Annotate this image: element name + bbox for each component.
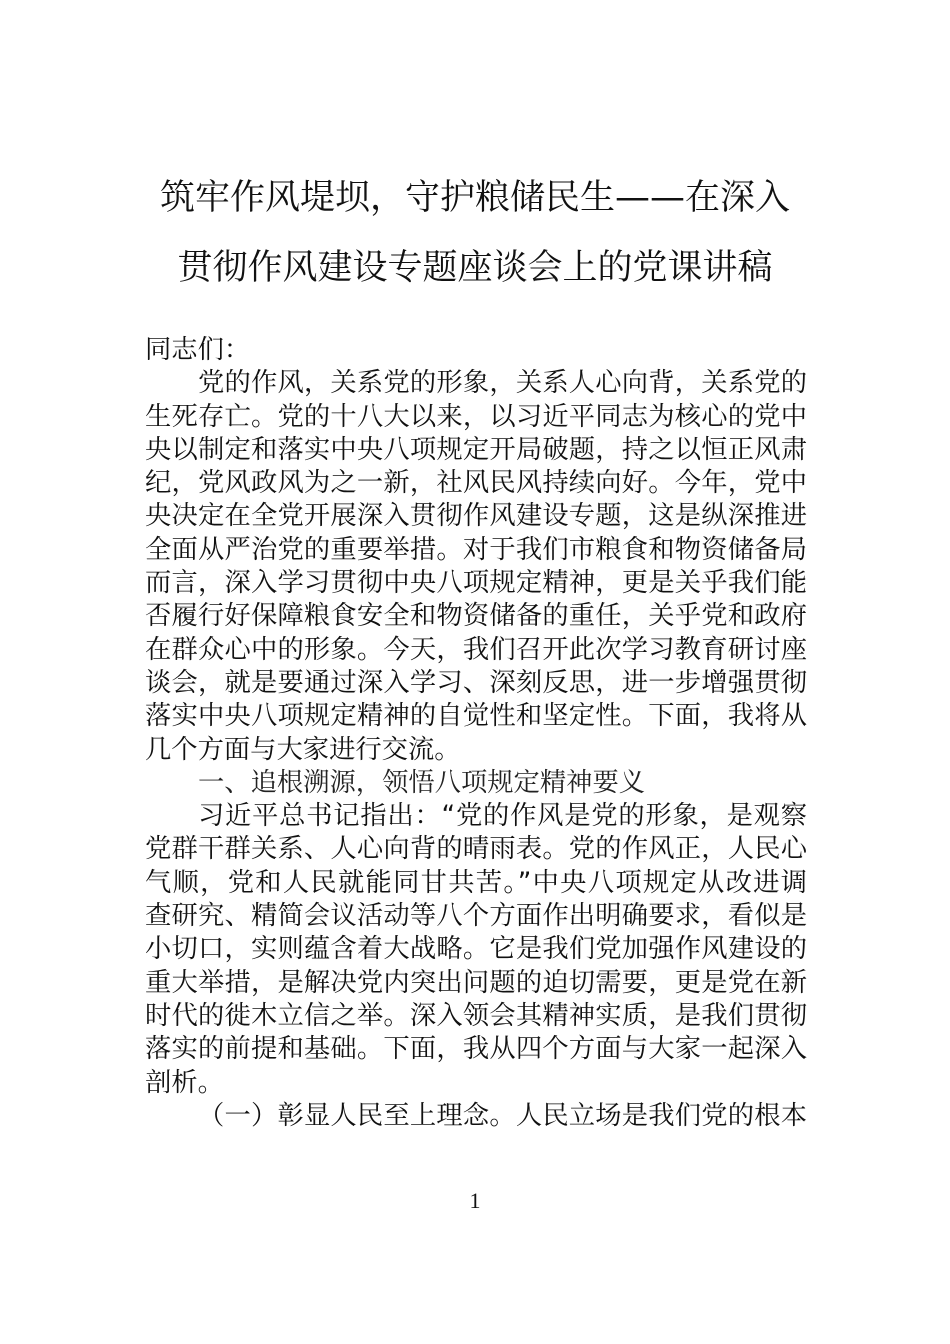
text-line: 生死存亡。党的十八大以来，以习近平同志为核心的党中 [145,401,807,432]
text-line: 小切口，实则蕴含着大战略。它是我们党加强作风建设的 [145,934,807,965]
paragraph-section-1 [145,800,807,1100]
text-line: （一）彰显人民至上理念。人民立场是我们党的根本 [198,1100,807,1131]
text-line: 全面从严治党的重要举措。对于我们市粮食和物资储备局 [145,534,807,565]
text-line: 落实的前提和基础。下面，我从四个方面与大家一起深入 [145,1034,807,1065]
text-line: 党的作风，关系党的形象，关系人心向背，关系党的 [198,368,807,399]
document-body [145,334,807,1133]
text-line: 习近平总书记指出：“党的作风是党的形象，是观察 [198,801,807,832]
salutation: 同志们： [145,335,251,365]
text-line: 重大举措，是解决党内突出问题的迫切需要，更是党在新 [145,967,807,998]
paragraph-subsection-1 [145,1100,807,1133]
title-line-2: 贯彻作风建设专题座谈会上的党课讲稿 [177,248,773,288]
text-line: 剖析。 [145,1067,224,1098]
text-line: 谈会，就是要通过深入学习、深刻反思，进一步增强贯彻 [145,667,807,698]
text-line: 气顺，党和人民就能同甘共苦。”中央八项规定从改进调 [145,867,807,898]
text-line: 党群干群关系、人心向背的晴雨表。党的作风正，人民心 [145,834,807,865]
document-title [140,163,810,303]
text-line: 在群众心中的形象。今天，我们召开此次学习教育研讨座 [145,634,807,665]
text-line: 央以制定和落实中央八项规定开局破题，持之以恒正风肃 [145,434,807,465]
text-line: 几个方面与大家进行交流。 [145,734,461,765]
text-line: 而言，深入学习贯彻中央八项规定精神，更是关乎我们能 [145,568,807,599]
text-line: 否履行好保障粮食安全和物资储备的重任，关乎党和政府 [145,601,807,632]
text-line: 央决定在全党开展深入贯彻作风建设专题，这是纵深推进 [145,501,807,532]
section-heading-1 [145,767,807,800]
section-heading-text: 一、追根溯源，领悟八项规定精神要义 [198,767,646,798]
paragraph-intro [145,367,807,767]
text-line: 时代的徙木立信之举。深入领会其精神实质，是我们贯彻 [145,1000,807,1031]
title-line-1: 筑牢作风堤坝，守护粮储民生——在深入 [159,178,790,218]
page-number: 1 [469,1188,481,1213]
text-line: 纪，党风政风为之一新，社风民风持续向好。今年，党中 [145,468,807,499]
text-line: 落实中央八项规定精神的自觉性和坚定性。下面，我将从 [145,701,807,732]
text-line: 查研究、精简会议活动等八个方面作出明确要求，看似是 [145,901,807,932]
